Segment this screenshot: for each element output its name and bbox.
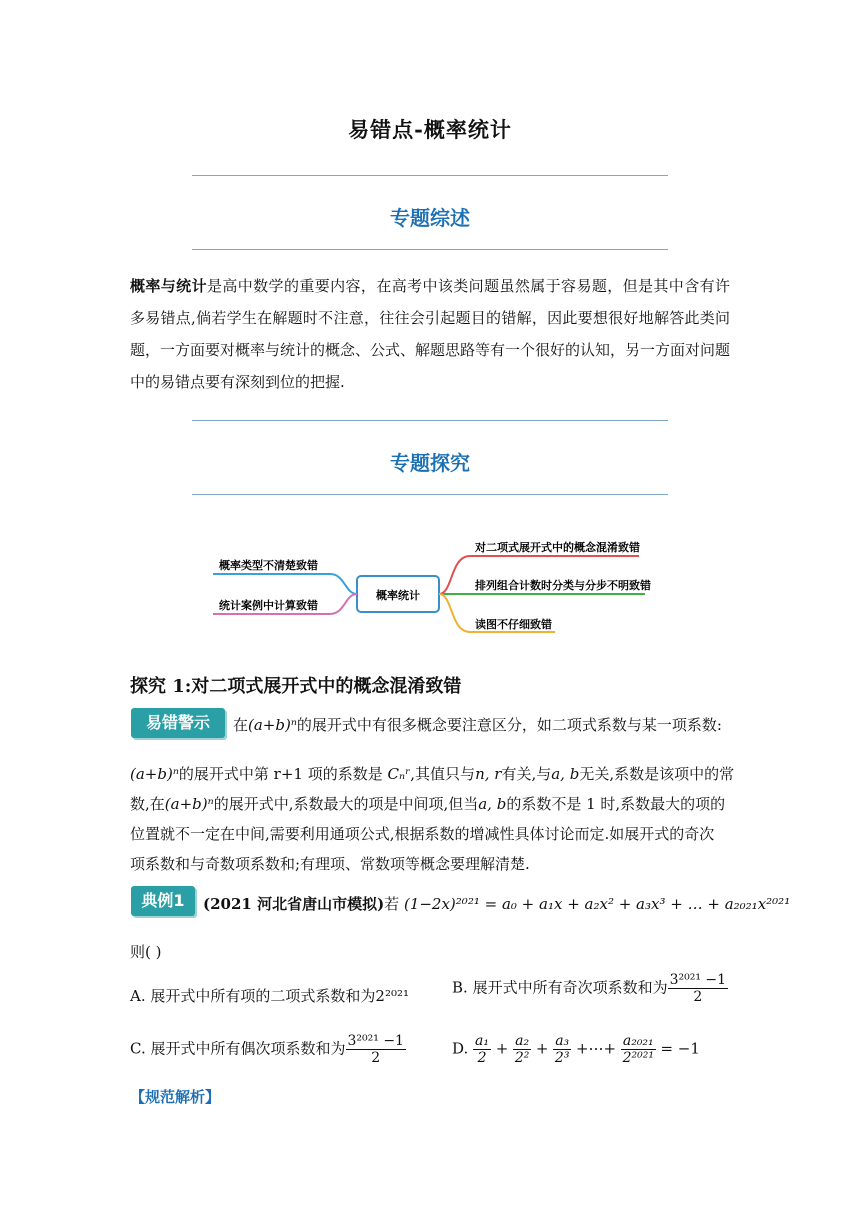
intro-bold: 概率与统计 [130, 277, 207, 295]
option-d: D. $\frac{\text{a₁}}{2}$ + $\frac{\text{a₂}}{\text{2²}}$ + $\frac{\text{a₃}}{\text{2³}}$ +⋯+ $\frac{\text{a₂₀₂₁}}{\text{2²⁰²¹}}$ = −1 [452, 1033, 700, 1066]
intro-paragraph [130, 270, 730, 398]
mind-map-right-3: 读图不仔细致错 [475, 618, 552, 631]
divider [192, 175, 668, 176]
mind-map-left-1: 概率类型不清楚致错 [219, 559, 318, 572]
mind-map [205, 532, 655, 642]
section-heading-explore: 专题探究 [390, 451, 470, 475]
example-source: (2021 河北省唐山市模拟) [203, 895, 385, 913]
option-b: B. 展开式中所有奇次项系数和为 $\frac{\text{3²⁰²¹ −1}}{2}$ [452, 972, 727, 1005]
section-heading-overview: 专题综述 [390, 206, 470, 230]
warning-line-2: (a+b)ⁿ的展开式中第 r+1 项的系数是 Cₙʳ,其值只与n, r有关,与a, b无关,系数是该项中的常 [130, 765, 735, 783]
example-equation: (1−2x)²⁰²¹ = a₀ + a₁x + a₂x² + a₃x³ + … + a₂₀₂₁x²⁰²¹ [403, 895, 791, 913]
warning-badge: 易错警示 [131, 708, 225, 738]
mind-map-right-2: 排列组合计数时分类与分步不明致错 [475, 579, 651, 592]
divider [192, 249, 668, 250]
analysis-label: 【规范解析】 [130, 1088, 221, 1106]
example-badge: 典例1 [131, 886, 195, 916]
option-c: C. 展开式中所有偶次项系数和为 $\frac{\text{3²⁰²¹ −1}}{2}$ [130, 1033, 404, 1066]
document-title: 易错点-概率统计 [348, 117, 512, 142]
mind-map-right-1: 对二项式展开式中的概念混淆致错 [475, 541, 640, 554]
divider [192, 494, 668, 495]
example-question: (2021 河北省唐山市模拟)若 (1−2x)²⁰²¹ = a₀ + a₁x + a₂x² + a₃x³ + … + a₂₀₂₁x²⁰²¹ [203, 895, 791, 913]
branch-line [213, 574, 357, 594]
mind-map-center: 概率统计 [376, 589, 420, 602]
divider [192, 420, 668, 421]
mind-map-left-2: 统计案例中计算致错 [219, 599, 318, 612]
warning-line-4: 位置就不一定在中间,需要利用通项公式,根据系数的增减性具体讨论而定.如展开式的奇次 [130, 825, 715, 843]
warning-line-1: 在(a+b)ⁿ的展开式中有很多概念要注意区分，如二项式系数与某一项系数: [233, 716, 722, 734]
example-then: 则( ) [130, 943, 162, 961]
warning-line-3: 数,在(a+b)ⁿ的展开式中,系数最大的项是中间项,但当a, b的系数不是 1 时,系数最大的项的 [130, 795, 726, 813]
explore-heading: 探究 1:对二项式展开式中的概念混淆致错 [130, 676, 462, 697]
warning-line-5: 项系数和与奇数项系数和;有理项、常数项等概念要理解清楚. [130, 855, 530, 873]
option-a: A. 展开式中所有项的二项式系数和为2²⁰²¹ [130, 987, 410, 1005]
intro-text: 是高中数学的重要内容，在高考中该类问题虽然属于容易题，但是其中含有许多易错点,倘若学生在解题时不注意，往往会引起题目的错解，因此要想很好地解答此类问题，一方面要对概率与统计的概念、公式、解题思路等有一个很好的认知，另一方面对问题中的易错点要有深刻到位的把握. [130, 277, 731, 391]
